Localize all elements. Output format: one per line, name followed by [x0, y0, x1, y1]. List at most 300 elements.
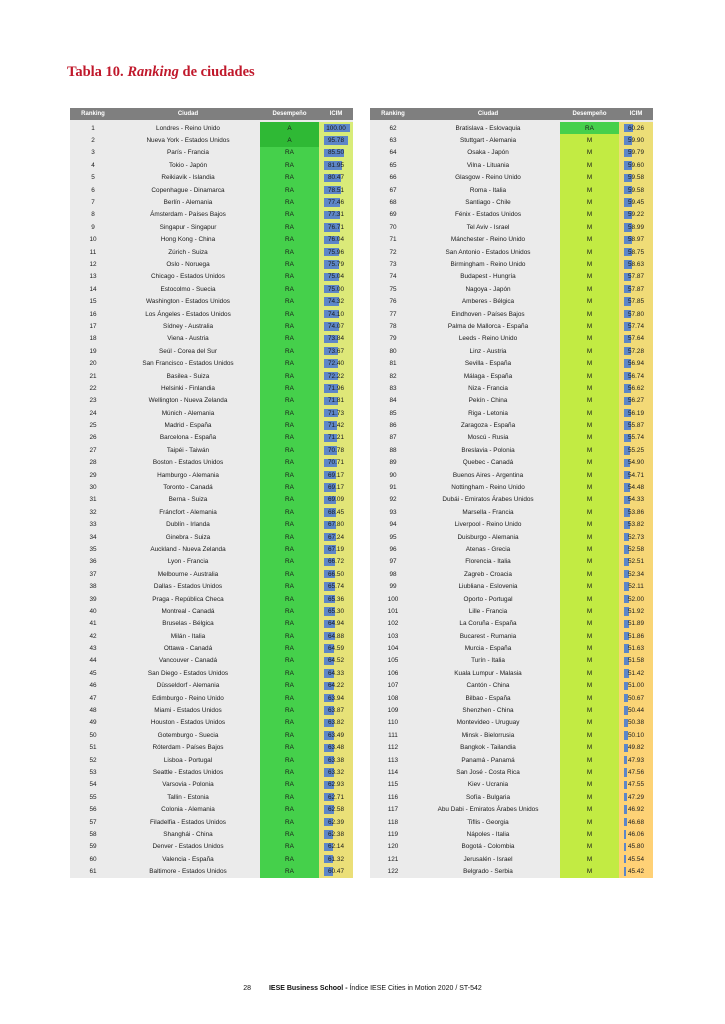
cell-ranking: 57	[89, 818, 97, 826]
table-row	[70, 506, 353, 518]
cell-ranking: 89	[389, 459, 397, 467]
table-row	[70, 816, 353, 828]
cell-performance: RA	[260, 754, 319, 766]
cell-performance: RA	[260, 531, 319, 543]
cell-city: Boston - Estados Unidos	[152, 459, 224, 467]
cell-city: Berna - Suiza	[168, 496, 208, 504]
cell-ranking: 84	[389, 397, 397, 405]
cell-city: Turín - Italia	[471, 657, 505, 665]
cell-icim	[619, 370, 653, 382]
cell-ranking: 85	[389, 409, 397, 417]
table-row	[70, 605, 353, 617]
cell-icim	[619, 494, 653, 506]
cell-performance: M	[560, 196, 619, 208]
cell-icim	[619, 717, 653, 729]
cell-icim	[619, 704, 653, 716]
cell-performance: M	[560, 357, 619, 369]
cell-city: Milán - Italia	[170, 632, 206, 640]
cell-city: Nagoya - Japón	[465, 285, 511, 293]
cell-icim	[619, 506, 653, 518]
table-row	[70, 271, 353, 283]
cell-icim	[319, 172, 353, 184]
table-row	[70, 704, 353, 716]
cell-city: Edimburgo - Reino Unido	[152, 694, 224, 702]
icim-value: 60.26	[628, 124, 644, 132]
cell-icim	[319, 593, 353, 605]
cell-performance: RA	[260, 333, 319, 345]
cell-ranking: 113	[387, 756, 399, 764]
cell-ranking: 103	[387, 632, 399, 640]
table-row	[370, 754, 653, 766]
table-row	[370, 481, 653, 493]
cell-ranking: 19	[89, 347, 97, 355]
table-row	[70, 655, 353, 667]
cell-city: Liverpool - Reino Unido	[454, 521, 522, 529]
cell-ranking: 13	[89, 273, 97, 281]
cell-ranking: 31	[89, 496, 97, 504]
table-row	[70, 147, 353, 159]
cell-performance: M	[560, 580, 619, 592]
cell-city: Miami - Estados Unidos	[154, 707, 222, 715]
icim-value: 71.42	[328, 422, 344, 430]
page-footer	[0, 985, 725, 992]
cell-icim	[319, 395, 353, 407]
table-row	[370, 333, 653, 345]
cell-ranking: 29	[89, 471, 97, 479]
cell-performance: M	[560, 246, 619, 258]
icim-value: 59.60	[628, 161, 644, 169]
icim-value: 54.71	[628, 471, 644, 479]
table-row	[370, 865, 653, 877]
cell-ranking: 61	[89, 868, 97, 876]
cell-ranking: 100	[387, 595, 399, 603]
table-row	[370, 221, 653, 233]
cell-performance: M	[560, 407, 619, 419]
table-row	[70, 667, 353, 679]
cell-performance: M	[560, 221, 619, 233]
table-row	[70, 209, 353, 221]
cell-performance: M	[560, 791, 619, 803]
cell-icim	[619, 568, 653, 580]
table-row	[70, 419, 353, 431]
cell-icim	[319, 444, 353, 456]
cell-icim	[619, 543, 653, 555]
cell-city: Seattle - Estados Unidos	[152, 769, 224, 776]
cell-ranking: 15	[89, 298, 97, 306]
cell-performance: RA	[260, 295, 319, 307]
header-icim: ICIM	[629, 111, 643, 117]
cell-ranking: 49	[89, 719, 97, 727]
cell-ranking: 78	[389, 322, 397, 330]
cell-performance: RA	[260, 779, 319, 791]
table-row	[370, 729, 653, 741]
icim-value: 62.38	[328, 830, 344, 838]
table-row	[70, 766, 353, 778]
cell-performance: M	[560, 655, 619, 667]
cell-icim	[319, 234, 353, 246]
cell-icim	[319, 481, 353, 493]
icim-value: 69.17	[328, 471, 344, 479]
cell-performance: M	[560, 853, 619, 865]
cell-performance: RA	[260, 221, 319, 233]
cell-ranking: 83	[389, 384, 397, 392]
title-italic: Ranking	[127, 64, 179, 80]
cell-icim	[319, 357, 353, 369]
cell-ranking: 64	[389, 149, 397, 157]
icim-value: 61.32	[328, 855, 344, 863]
table-number: Tabla 10.	[67, 64, 124, 80]
cell-icim	[619, 357, 653, 369]
cell-icim	[619, 766, 653, 778]
footer-doc: Índice IESE Cities in Motion 2020 / ST-542	[349, 985, 482, 992]
table-row	[370, 308, 653, 320]
cell-icim	[619, 234, 653, 246]
table-row	[370, 432, 653, 444]
cell-icim	[619, 754, 653, 766]
table-row	[70, 444, 353, 456]
cell-icim	[319, 680, 353, 692]
cell-performance: RA	[260, 717, 319, 729]
cell-performance: RA	[260, 667, 319, 679]
icim-value: 66.50	[328, 570, 344, 578]
cell-ranking: 24	[89, 409, 97, 417]
cell-performance: RA	[260, 209, 319, 221]
cell-ranking: 72	[389, 248, 397, 256]
cell-city: Chicago - Estados Unidos	[151, 273, 225, 281]
table-row	[70, 692, 353, 704]
table-row	[370, 407, 653, 419]
cell-ranking: 40	[89, 607, 97, 615]
header-city: Ciudad	[177, 111, 199, 117]
cell-icim	[319, 246, 353, 258]
cell-performance: RA	[260, 580, 319, 592]
table-row	[70, 283, 353, 295]
cell-performance: RA	[260, 803, 319, 815]
cell-icim	[619, 729, 653, 741]
icim-value: 75.00	[328, 285, 344, 293]
table-row	[70, 791, 353, 803]
cell-icim	[319, 457, 353, 469]
cell-ranking: 56	[89, 806, 97, 814]
cell-icim	[319, 754, 353, 766]
cell-ranking: 38	[89, 583, 97, 591]
cell-ranking: 80	[389, 347, 397, 355]
icim-value: 62.93	[328, 781, 344, 789]
cell-ranking: 47	[89, 694, 97, 702]
cell-city: Dublín - Irlanda	[166, 521, 210, 529]
table-row	[70, 841, 353, 853]
cell-performance: M	[560, 717, 619, 729]
cell-icim	[619, 642, 653, 654]
icim-value: 65.36	[328, 595, 344, 603]
cell-city: Buenos Aires - Argentina	[452, 471, 524, 479]
cell-ranking: 111	[388, 731, 398, 739]
table-row	[70, 370, 353, 382]
table-row	[370, 816, 653, 828]
cell-icim	[619, 283, 653, 295]
cell-city: Eindhoven - Países Bajos	[451, 310, 525, 318]
cell-city: Barcelona - España	[159, 434, 217, 442]
cell-city: Copenhague - Dinamarca	[151, 186, 225, 194]
cell-icim	[619, 419, 653, 431]
cell-city: Colonia - Alemania	[161, 806, 215, 814]
cell-city: Osaka - Japón	[467, 149, 509, 157]
cell-icim	[619, 320, 653, 332]
table-row	[70, 320, 353, 332]
cell-ranking: 23	[89, 397, 97, 405]
cell-city: Nápoles - Italia	[466, 830, 510, 838]
icim-value: 49.82	[628, 744, 644, 752]
cell-ranking: 99	[389, 583, 397, 591]
cell-city: Viena - Austria	[167, 335, 209, 343]
cell-city: Nottingham - Reino Unido	[451, 484, 525, 492]
table-row	[370, 704, 653, 716]
cell-city: Hamburgo - Alemania	[157, 471, 219, 479]
table-row	[370, 506, 653, 518]
cell-ranking: 52	[89, 756, 97, 764]
table-row	[70, 630, 353, 642]
icim-databar	[624, 781, 627, 789]
cell-ranking: 101	[387, 607, 399, 615]
table-body-left	[70, 122, 353, 878]
cell-city: Budapest - Hungría	[460, 273, 516, 281]
cell-city: Bangkok - Tailandia	[460, 744, 516, 752]
icim-value: 55.87	[628, 422, 644, 430]
cell-city: Niza - Francia	[468, 384, 508, 392]
table-row	[70, 568, 353, 580]
cell-city: San Francisco - Estados Unidos	[142, 360, 234, 368]
cell-performance: RA	[260, 618, 319, 630]
cell-icim	[619, 271, 653, 283]
cell-city: Santiago - Chile	[465, 199, 511, 207]
cell-city: Sevilla - España	[464, 360, 512, 368]
cell-ranking: 115	[387, 781, 399, 789]
icim-value: 59.58	[628, 174, 644, 182]
icim-value: 70.78	[328, 446, 344, 454]
table-row	[70, 172, 353, 184]
cell-city: Ginebra - Suiza	[165, 533, 211, 541]
cell-performance: RA	[260, 593, 319, 605]
cell-ranking: 104	[387, 645, 399, 653]
table-row	[70, 642, 353, 654]
ranking-table-left	[70, 108, 353, 878]
cell-performance: RA	[260, 828, 319, 840]
cell-performance: RA	[260, 791, 319, 803]
cell-icim	[619, 159, 653, 171]
cell-performance: M	[560, 704, 619, 716]
cell-icim	[619, 258, 653, 270]
icim-value: 51.42	[628, 669, 644, 677]
cell-ranking: 3	[91, 149, 95, 157]
icim-value: 59.58	[628, 186, 644, 194]
cell-ranking: 18	[89, 335, 97, 343]
cell-performance: M	[560, 642, 619, 654]
icim-value: 65.30	[328, 607, 344, 615]
cell-performance: RA	[260, 642, 319, 654]
table-row	[370, 494, 653, 506]
icim-value: 50.67	[628, 694, 644, 702]
cell-performance: RA	[260, 853, 319, 865]
cell-city: Houston - Estados Unidos	[150, 719, 226, 727]
icim-value: 59.45	[628, 199, 644, 207]
cell-icim	[319, 519, 353, 531]
icim-value: 62.14	[328, 843, 344, 851]
cell-icim	[319, 865, 353, 877]
table-row	[70, 803, 353, 815]
icim-value: 47.29	[628, 793, 644, 801]
cell-icim	[619, 134, 653, 146]
cell-icim	[619, 221, 653, 233]
cell-performance: RA	[260, 271, 319, 283]
cell-ranking: 4	[91, 161, 95, 169]
table-row	[370, 258, 653, 270]
cell-performance: M	[560, 345, 619, 357]
cell-ranking: 106	[387, 669, 399, 677]
cell-icim	[619, 779, 653, 791]
cell-icim	[619, 147, 653, 159]
cell-city: Amberes - Bélgica	[461, 298, 515, 306]
cell-performance: RA	[260, 184, 319, 196]
table-row	[370, 742, 653, 754]
cell-ranking: 122	[387, 868, 399, 876]
cell-performance: RA	[560, 122, 619, 134]
table-row	[370, 147, 653, 159]
cell-icim	[319, 345, 353, 357]
cell-city: Singapur - Singapur	[159, 223, 217, 231]
cell-performance: M	[560, 865, 619, 877]
cell-ranking: 94	[389, 521, 397, 529]
cell-city: Sofía - Bulgaria	[465, 793, 511, 801]
table-row	[370, 618, 653, 630]
icim-value: 54.48	[628, 484, 644, 492]
cell-city: Estocolmo - Suecia	[160, 285, 216, 293]
cell-performance: M	[560, 742, 619, 754]
table-row	[370, 295, 653, 307]
cell-city: Liubliana - Eslovenia	[458, 583, 518, 591]
cell-ranking: 77	[389, 310, 397, 318]
cell-performance: RA	[260, 865, 319, 877]
cell-performance: M	[560, 134, 619, 146]
cell-city: Jerusalén - Israel	[463, 855, 513, 863]
cell-icim	[319, 531, 353, 543]
cell-ranking: 75	[389, 285, 397, 293]
cell-city: Roma - Italia	[469, 186, 507, 194]
cell-icim	[619, 803, 653, 815]
icim-value: 54.33	[628, 496, 644, 504]
table-row	[370, 766, 653, 778]
footer-org: IESE Business School -	[268, 985, 348, 992]
icim-value: 81.95	[328, 161, 344, 169]
icim-value: 71.21	[328, 434, 344, 442]
cell-performance: RA	[260, 506, 319, 518]
icim-value: 71.73	[328, 409, 344, 417]
cell-ranking: 12	[89, 260, 97, 268]
table-row	[70, 308, 353, 320]
cell-ranking: 50	[89, 731, 97, 739]
cell-ranking: 105	[387, 657, 399, 665]
cell-performance: M	[560, 395, 619, 407]
cell-city: Lille - Francia	[468, 607, 508, 615]
icim-value: 57.28	[628, 347, 644, 355]
table-row	[70, 779, 353, 791]
title-rest: de ciudades	[182, 64, 255, 80]
cell-performance: RA	[260, 543, 319, 555]
table-row	[70, 407, 353, 419]
cell-ranking: 69	[389, 211, 397, 219]
icim-value: 75.79	[328, 260, 344, 268]
table-row	[70, 184, 353, 196]
icim-databar	[624, 818, 627, 826]
cell-performance: M	[560, 457, 619, 469]
cell-performance: M	[560, 506, 619, 518]
cell-icim	[319, 407, 353, 419]
cell-city: Riga - Letonia	[468, 409, 508, 417]
cell-performance: RA	[260, 766, 319, 778]
icim-value: 77.46	[328, 199, 344, 207]
table-row	[70, 457, 353, 469]
cell-performance: RA	[260, 357, 319, 369]
cell-ranking: 10	[89, 236, 97, 244]
cell-city: Leeds - Reino Unido	[458, 335, 518, 343]
cell-performance: RA	[260, 159, 319, 171]
cell-icim	[619, 865, 653, 877]
cell-ranking: 43	[89, 645, 97, 653]
cell-icim	[319, 816, 353, 828]
icim-value: 52.73	[628, 533, 644, 541]
cell-icim	[619, 519, 653, 531]
cell-performance: M	[560, 172, 619, 184]
cell-ranking: 32	[89, 508, 97, 516]
cell-ranking: 98	[389, 570, 397, 578]
cell-performance: M	[560, 779, 619, 791]
cell-performance: RA	[260, 692, 319, 704]
cell-city: Seúl - Corea del Sur	[159, 347, 217, 355]
cell-icim	[619, 345, 653, 357]
cell-city: Reikiavik - Islandia	[161, 174, 215, 182]
table-row	[370, 345, 653, 357]
cell-ranking: 70	[389, 223, 397, 231]
cell-performance: M	[560, 283, 619, 295]
icim-value: 67.80	[328, 521, 344, 529]
cell-ranking: 66	[389, 174, 397, 182]
cell-icim	[619, 395, 653, 407]
icim-value: 66.72	[328, 558, 344, 566]
cell-city: Glasgow - Reino Unido	[455, 174, 521, 182]
cell-ranking: 6	[91, 186, 95, 194]
cell-icim	[619, 469, 653, 481]
cell-icim	[319, 134, 353, 146]
cell-performance: RA	[260, 246, 319, 258]
cell-icim	[619, 655, 653, 667]
cell-city: Madrid - España	[164, 422, 212, 430]
icim-databar	[624, 843, 626, 851]
table-row	[370, 134, 653, 146]
cell-icim	[619, 184, 653, 196]
cell-performance: RA	[260, 407, 319, 419]
icim-value: 46.06	[628, 830, 644, 838]
cell-city: Linz - Austria	[469, 347, 507, 355]
cell-ranking: 65	[389, 161, 397, 169]
cell-icim	[319, 766, 353, 778]
cell-icim	[619, 295, 653, 307]
header-ranking: Ranking	[81, 111, 105, 117]
cell-ranking: 71	[389, 236, 397, 244]
cell-performance: RA	[260, 494, 319, 506]
table-row	[370, 692, 653, 704]
cell-icim	[619, 667, 653, 679]
icim-value: 58.75	[628, 248, 644, 256]
cell-performance: M	[560, 481, 619, 493]
